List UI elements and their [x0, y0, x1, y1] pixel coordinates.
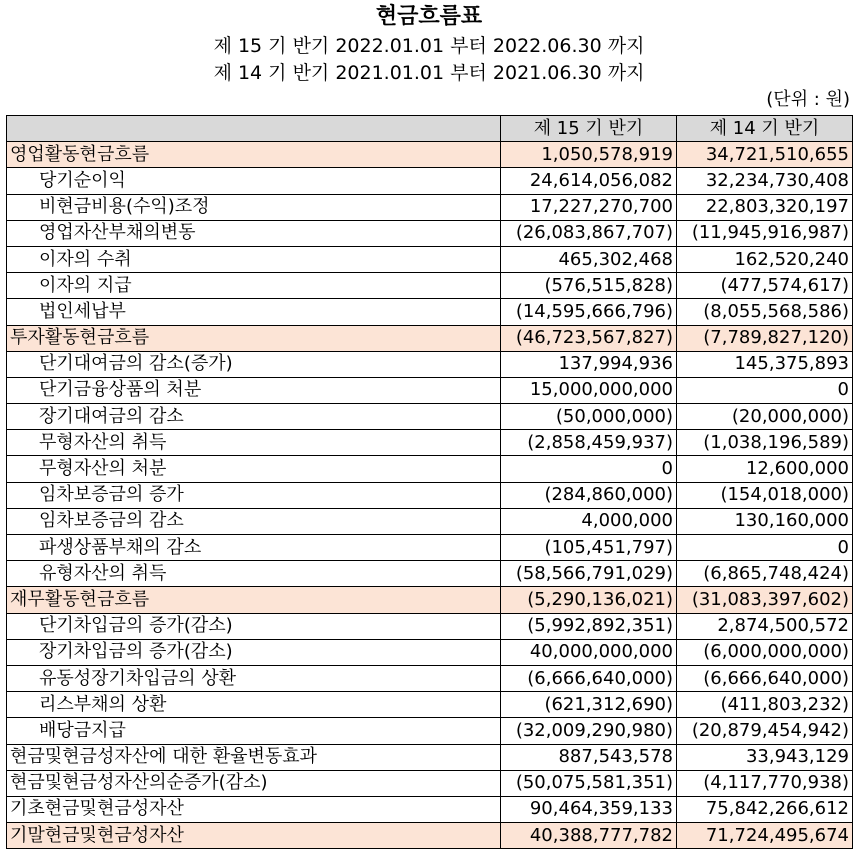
table-row: [7, 351, 853, 377]
prior-period-value: 0: [677, 377, 853, 403]
prior-period-value: (20,000,000): [677, 404, 853, 430]
current-period-value: (5,992,892,351): [501, 613, 677, 639]
row-label: 현금및현금성자산에 대한 환율변동효과: [7, 744, 501, 770]
row-label: 재무활동현금흐름: [7, 587, 501, 613]
current-period-value: 40,388,777,782: [501, 823, 677, 849]
prior-period-value: 0: [677, 535, 853, 561]
table-row: [7, 823, 853, 849]
table-row: [7, 325, 853, 351]
table-row: [7, 246, 853, 272]
current-period-value: 90,464,359,133: [501, 796, 677, 822]
header-prior-period: 제 14 기 반기: [677, 116, 853, 142]
row-label: 영업자산부채의변동: [7, 220, 501, 246]
table-row: [7, 613, 853, 639]
header-current-period: 제 15 기 반기: [501, 116, 677, 142]
prior-period-value: (4,117,770,938): [677, 770, 853, 796]
prior-period-value: 22,803,320,197: [677, 194, 853, 220]
row-label: 영업활동현금흐름: [7, 142, 501, 168]
table-row: [7, 718, 853, 744]
current-period-value: (576,515,828): [501, 273, 677, 299]
current-period-value: 0: [501, 456, 677, 482]
current-period-value: (14,595,666,796): [501, 299, 677, 325]
period-prior: 제 14 기 반기 2021.01.01 부터 2021.06.30 까지: [213, 62, 645, 84]
current-period-value: 137,994,936: [501, 351, 677, 377]
prior-period-value: (11,945,916,987): [677, 220, 853, 246]
table-row: [7, 770, 853, 796]
table-row: [7, 377, 853, 403]
row-label: 유형자산의 취득: [7, 561, 501, 587]
table-row: [7, 587, 853, 613]
current-period-value: (5,290,136,021): [501, 587, 677, 613]
current-period-value: (2,858,459,937): [501, 430, 677, 456]
current-period-value: (46,723,567,827): [501, 325, 677, 351]
table-row: [7, 744, 853, 770]
current-period-value: 1,050,578,919: [501, 142, 677, 168]
prior-period-value: (6,000,000,000): [677, 639, 853, 665]
row-label: 장기차입금의 증가(감소): [7, 639, 501, 665]
row-label: 단기대여금의 감소(증가): [7, 351, 501, 377]
prior-period-value: (154,018,000): [677, 482, 853, 508]
row-label: 파생상품부채의 감소: [7, 535, 501, 561]
current-period-value: (50,000,000): [501, 404, 677, 430]
row-label: 배당금지급: [7, 718, 501, 744]
row-label: 당기순이익: [7, 168, 501, 194]
table-row: [7, 220, 853, 246]
table-row: [7, 561, 853, 587]
table-row: [7, 404, 853, 430]
current-period-value: (32,009,290,980): [501, 718, 677, 744]
table-row: [7, 508, 853, 534]
row-label: 무형자산의 처분: [7, 456, 501, 482]
row-label: 리스부채의 상환: [7, 692, 501, 718]
current-period-value: 15,000,000,000: [501, 377, 677, 403]
table-row: [7, 299, 853, 325]
prior-period-value: (31,083,397,602): [677, 587, 853, 613]
prior-period-value: 12,600,000: [677, 456, 853, 482]
prior-period-value: 162,520,240: [677, 246, 853, 272]
table-row: [7, 456, 853, 482]
header-blank: [7, 116, 501, 142]
current-period-value: (105,451,797): [501, 535, 677, 561]
period-current: 제 15 기 반기 2022.01.01 부터 2022.06.30 까지: [213, 35, 645, 57]
table-body: [7, 142, 853, 849]
row-label: 단기차입금의 증가(감소): [7, 613, 501, 639]
prior-period-value: (411,803,232): [677, 692, 853, 718]
current-period-value: (621,312,690): [501, 692, 677, 718]
statement-title: 현금흐름표: [375, 4, 483, 29]
table-row: [7, 194, 853, 220]
row-label: 이자의 수취: [7, 246, 501, 272]
prior-period-value: 32,234,730,408: [677, 168, 853, 194]
prior-period-value: (6,865,748,424): [677, 561, 853, 587]
row-label: 법인세납부: [7, 299, 501, 325]
row-label: 비현금비용(수익)조정: [7, 194, 501, 220]
row-label: 임차보증금의 감소: [7, 508, 501, 534]
table-row: [7, 482, 853, 508]
table-header-row: [7, 116, 853, 142]
prior-period-value: (7,789,827,120): [677, 325, 853, 351]
current-period-value: 465,302,468: [501, 246, 677, 272]
current-period-value: 24,614,056,082: [501, 168, 677, 194]
table-row: [7, 168, 853, 194]
prior-period-value: (6,666,640,000): [677, 665, 853, 691]
current-period-value: 887,543,578: [501, 744, 677, 770]
prior-period-value: (477,574,617): [677, 273, 853, 299]
current-period-value: (50,075,581,351): [501, 770, 677, 796]
prior-period-value: 33,943,129: [677, 744, 853, 770]
cash-flow-table: [6, 115, 853, 849]
row-label: 단기금융상품의 처분: [7, 377, 501, 403]
table-row: [7, 692, 853, 718]
prior-period-value: 2,874,500,572: [677, 613, 853, 639]
row-label: 현금및현금성자산의순증가(감소): [7, 770, 501, 796]
current-period-value: (6,666,640,000): [501, 665, 677, 691]
row-label: 임차보증금의 증가: [7, 482, 501, 508]
row-label: 기초현금및현금성자산: [7, 796, 501, 822]
current-period-value: (26,083,867,707): [501, 220, 677, 246]
prior-period-value: 130,160,000: [677, 508, 853, 534]
current-period-value: 4,000,000: [501, 508, 677, 534]
unit-label: (단위 : 원): [766, 89, 850, 110]
table-row: [7, 639, 853, 665]
table-row: [7, 142, 853, 168]
prior-period-value: 34,721,510,655: [677, 142, 853, 168]
prior-period-value: (20,879,454,942): [677, 718, 853, 744]
current-period-value: (284,860,000): [501, 482, 677, 508]
current-period-value: 17,227,270,700: [501, 194, 677, 220]
prior-period-value: 71,724,495,674: [677, 823, 853, 849]
row-label: 이자의 지급: [7, 273, 501, 299]
current-period-value: 40,000,000,000: [501, 639, 677, 665]
prior-period-value: (1,038,196,589): [677, 430, 853, 456]
row-label: 장기대여금의 감소: [7, 404, 501, 430]
table-row: [7, 273, 853, 299]
table-row: [7, 665, 853, 691]
table-row: [7, 796, 853, 822]
prior-period-value: 75,842,266,612: [677, 796, 853, 822]
row-label: 투자활동현금흐름: [7, 325, 501, 351]
prior-period-value: 145,375,893: [677, 351, 853, 377]
row-label: 기말현금및현금성자산: [7, 823, 501, 849]
row-label: 무형자산의 취득: [7, 430, 501, 456]
row-label: 유동성장기차입금의 상환: [7, 665, 501, 691]
table-row: [7, 535, 853, 561]
prior-period-value: (8,055,568,586): [677, 299, 853, 325]
current-period-value: (58,566,791,029): [501, 561, 677, 587]
table-row: [7, 430, 853, 456]
